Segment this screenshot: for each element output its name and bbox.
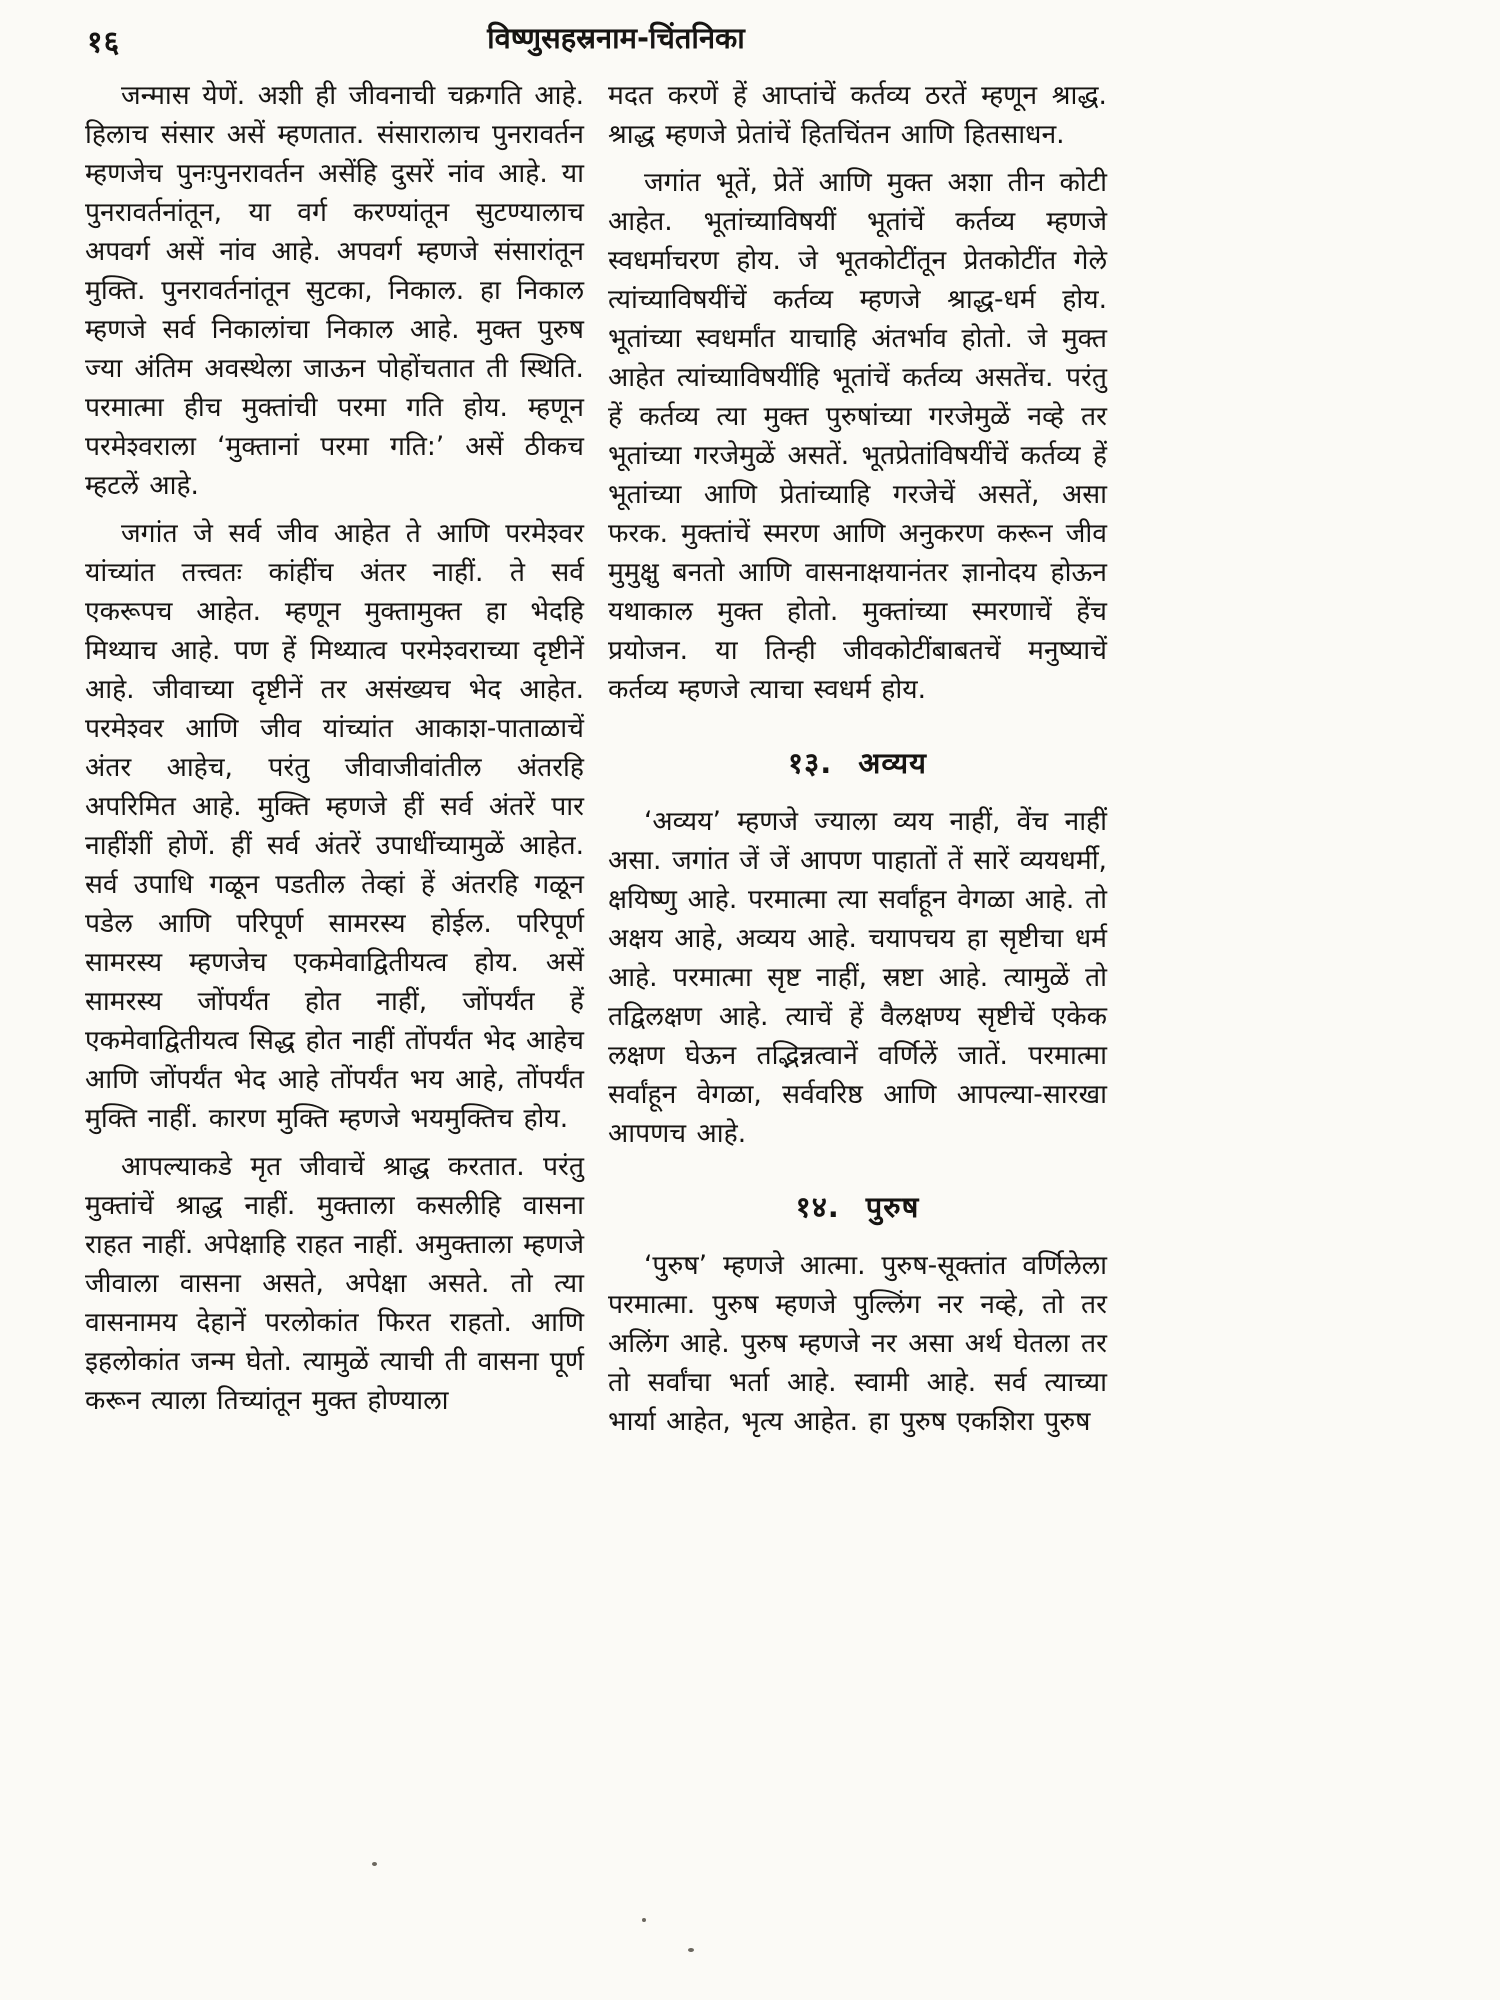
right-column <box>608 76 1107 1441</box>
paragraph: जगांत जे सर्व जीव आहेत ते आणि परमेश्वर यांच्यांत तत्त्वतः कांहींच अंतर नाहीं. ते सर्व एकरूपच आहेत. म्हणून मुक्तामुक्त हा भेदहि मिथ्याच आहे. पण हें मिथ्यात्व परमेश्वराच्या दृष्टीनें आहे. जीवाच्या दृष्टीनें तर असंख्यच भेद आहेत. परमेश्वर आणि जीव यांच्यांत आकाश-पाताळाचें अंतर आहेच, परंतु जीवाजीवांतील अंतरहि अपरिमित आहे. मुक्ति म्हणजे हीं सर्व अंतरें पार नाहींशीं होणें. हीं सर्व अंतरें उपाधींच्यामुळें आहेत. सर्व उपाधि गळून पडतील तेव्हां हें अंतरहि गळून पडेल आणि परिपूर्ण सामरस्य होईल. परिपूर्ण सामरस्य म्हणजेच एकमेवाद्वितीयत्व होय. असें सामरस्य जोंपर्यंत होत नाहीं, जोंपर्यंत हें एकमेवाद्वितीयत्व सिद्ध होत नाहीं तोंपर्यंत भेद आहेच आणि जोंपर्यंत भेद आहे तोंपर्यंत भय आहे, तोंपर्यंत मुक्ति नाहीं. कारण मुक्ति म्हणजे भयमुक्तिच होय. <box>85 518 584 1134</box>
page-number: १६ <box>87 25 121 60</box>
paragraph: जगांत भूतें, प्रेतें आणि मुक्त अशा तीन कोटी आहेत. भूतांच्याविषयीं भूतांचें कर्तव्य म्हणजे स्वधर्माचरण होय. जे भूतकोटींतून प्रेतकोटींत गेले त्यांच्याविषयींचें कर्तव्य म्हणजे श्राद्ध-धर्म होय. भूतांच्या स्वधर्मांत याचाहि अंतर्भाव होतो. जे मुक्त आहेत त्यांच्याविषयींहि भूतांचें कर्तव्य असतेंच. परंतु हें कर्तव्य त्या मुक्त पुरुषांच्या गरजेमुळें नव्हे तर भूतांच्या गरजेमुळें असतें. भूतप्रेतांविषयींचें कर्तव्य हें भूतांच्या आणि प्रेतांच्याहि गरजेचें असतें, असा फरक. मुक्तांचें स्मरण आणि अनुकरण करून जीव मुमुक्षु बनतो आणि वासनाक्षयानंतर ज्ञानोदय होऊन यथाकाल मुक्त होतो. मुक्तांच्या स्मरणाचें हेंच प्रयोजन. या तिन्ही जीवकोटींबाबतचें मनुष्याचें कर्तव्य म्हणजे त्याचा स्वधर्म होय. <box>608 167 1107 705</box>
scan-speck <box>688 1948 694 1952</box>
page-title: विष्णुसहस्रनाम-चिंतनिका <box>487 21 745 55</box>
section-heading-13 <box>608 743 1107 782</box>
paragraph: ‘पुरुष’ म्हणजे आत्मा. पुरुष-सूक्तांत वर्णिलेला परमात्मा. पुरुष म्हणजे पुल्लिंग नर नव्हे, तो तर अलिंग आहे. पुरुष म्हणजे नर असा अर्थ घेतला तर तो सर्वांचा भर्ता आहे. स्वामी आहे. सर्व त्याच्या भार्या आहेत, भृत्य आहेत. हा पुरुष एकशिरा पुरुष <box>608 1250 1107 1437</box>
page-header <box>85 18 1107 70</box>
section-title: पुरुष <box>865 1190 920 1224</box>
two-column-text <box>85 76 1107 1441</box>
paragraph: जन्मास येणें. अशी ही जीवनाची चक्रगति आहे. हिलाच संसार असें म्हणतात. संसारालाच पुनरावर्तन म्हणजेच पुनःपुनरावर्तन असेंहि दुसरें नांव आहे. या पुनरावर्तनांतून, या वर्ग करण्यांतून सुटण्यालाच अपवर्ग असें नांव आहे. अपवर्ग म्हणजे संसारांतून मुक्ति. पुनरावर्तनांतून सुटका, निकाल. हा निकाल म्हणजे सर्व निकालांचा निकाल आहे. मुक्त पुरुष ज्या अंतिम अवस्थेला जाऊन पोहोंचतात ती स्थिति. परमात्मा हीच मुक्तांची परमा गति होय. म्हणून परमेश्वराला ‘मुक्तानां परमा गति:’ असें ठीकच म्हटलें आहे. <box>85 80 584 501</box>
paragraph-continuation: मदत करणें हें आप्तांचें कर्तव्य ठरतें म्हणून श्राद्ध. श्राद्ध म्हणजे प्रेतांचें हितचिंतन आणि हितसाधन. <box>608 80 1107 150</box>
section-number: १४. <box>795 1190 840 1224</box>
section-heading-14 <box>608 1187 1107 1226</box>
page-content <box>85 18 1107 1441</box>
left-column <box>85 76 584 1441</box>
section-title: अव्यय <box>858 746 927 780</box>
scan-speck <box>642 1918 646 1922</box>
section-number: १३. <box>788 746 833 780</box>
paragraph: आपल्याकडे मृत जीवाचें श्राद्ध करतात. परंतु मुक्तांचें श्राद्ध नाहीं. मुक्ताला कसलीहि वासना राहत नाहीं. अपेक्षाहि राहत नाहीं. अमुक्ताला म्हणजे जीवाला वासना असते, अपेक्षा असते. तो त्या वासनामय देहानें परलोकांत फिरत राहतो. आणि इहलोकांत जन्म घेतो. त्यामुळें त्याची ती वासना पूर्ण करून त्याला तिच्यांतून मुक्त होण्याला <box>85 1151 584 1416</box>
scan-speck <box>372 1862 377 1866</box>
paragraph: ‘अव्यय’ म्हणजे ज्याला व्यय नाहीं, वेंच नाहीं असा. जगांत जें जें आपण पाहातों तें सारें व्ययधर्मी, क्षयिष्णु आहे. परमात्मा त्या सर्वांहून वेगळा आहे. तो अक्षय आहे, अव्यय आहे. चयापचय हा सृष्टीचा धर्म आहे. परमात्मा सृष्ट नाहीं, स्रष्टा आहे. त्यामुळें तो तद्विलक्षण आहे. त्याचें हें वैलक्षण्य सृष्टीचें एकेक लक्षण घेऊन तद्भिन्नत्वानें वर्णिलें जातें. परमात्मा सर्वांहून वेगळा, सर्ववरिष्ठ आणि आपल्या-सारखा आपणच आहे. <box>608 806 1107 1149</box>
